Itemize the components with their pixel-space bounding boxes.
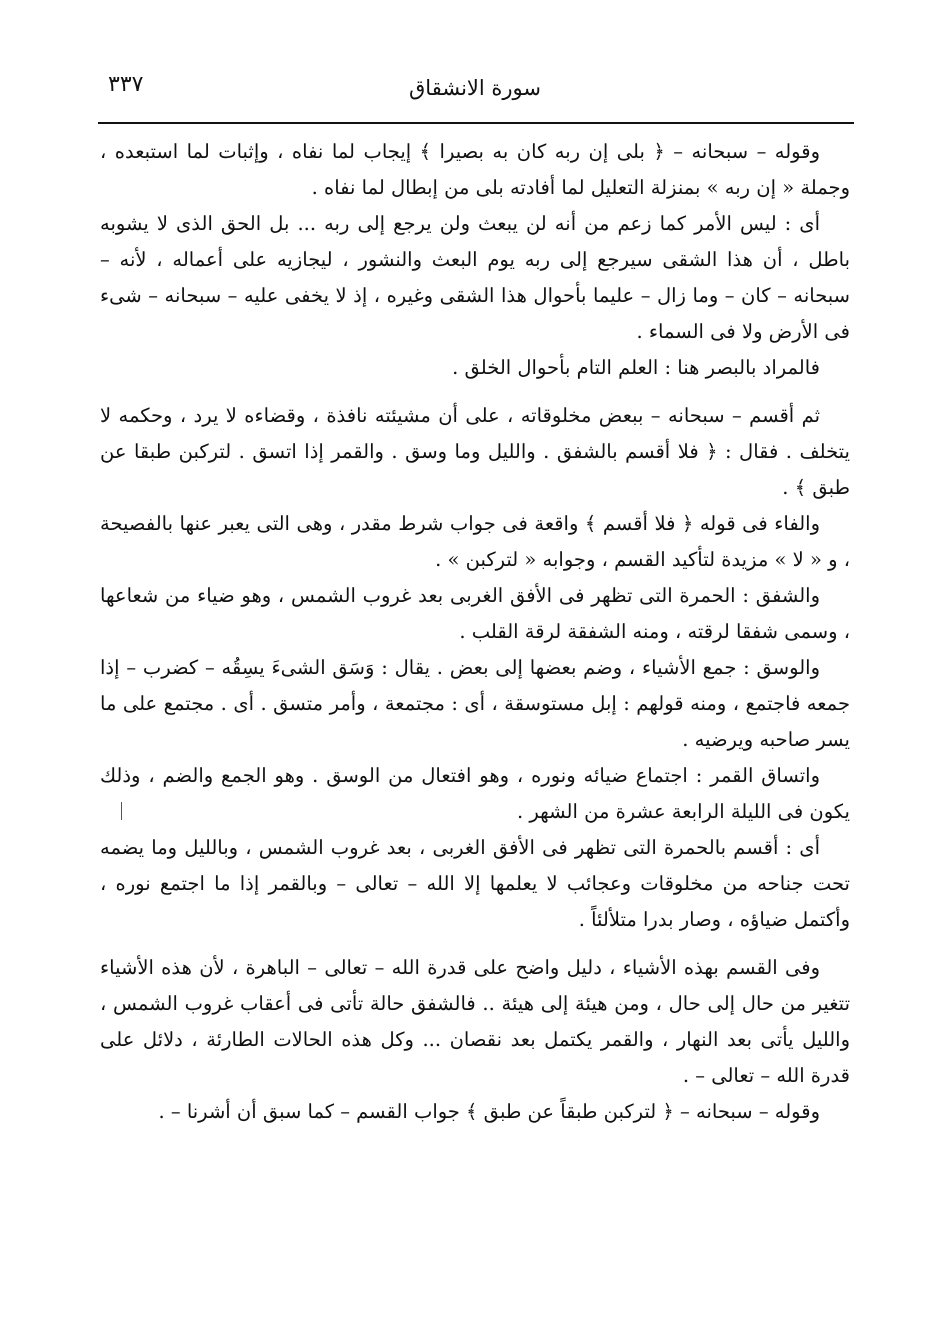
running-title: سورة الانشقاق — [409, 76, 541, 100]
paragraph: وقوله – سبحانه – ﴿ لتركبن طبقاً عن طبق ﴾ جواب القسم – كما سبق أن أشرنا – . — [158, 1100, 820, 1123]
paragraph: فالمراد بالبصر هنا : العلم التام بأحوال الخلق . — [452, 356, 820, 379]
header-rule — [98, 122, 854, 124]
paragraph: والفاء فى قوله ﴿ فلا أقسم ﴾ واقعة فى جواب شرط مقدر ، وهى التى يعبر عنها بالفصيحة ، و « لا » مزيدة لتأكيد القسم ، وجوابه « لتركبن » . — [100, 512, 850, 571]
paragraph: ثم أقسم – سبحانه – ببعض مخلوقاته ، على أن مشيئته نافذة ، وقضاءه لا يرد ، وحكمه لا يتخلف . فقال : ﴿ فلا أقسم بالشفق . والليل وما وسق . والقمر إذا اتسق . لتركبن طبقا عن طبق ﴾ . — [100, 404, 850, 499]
paragraph: وفى القسم بهذه الأشياء ، دليل واضح على قدرة الله – تعالى – الباهرة ، لأن هذه الأشياء تتغير من حال إلى حال ، ومن هيئة إلى هيئة .. فالشفق حالة تأتى فى أعقاب غروب الشمس ، والليل يأتى بعد النهار ، والقمر يكتمل بعد نقصان ... وكل هذه الحالات الطارئة ، دلائل على قدرة الله – تعالى – . — [100, 956, 850, 1087]
paragraph: أى : أقسم بالحمرة التى تظهر فى الأفق الغربى ، بعد غروب الشمس ، وبالليل وما يضمه تحت جناحه من مخلوقات وعجائب لا يعلمها إلا الله – تعالى – وبالقمر إذا ما اجتمع نوره ، وأكتمل ضياؤه ، وصار بدرا متلألئاً . — [100, 836, 850, 931]
margin-mark — [121, 802, 122, 820]
page-number: ٣٣٧ — [108, 72, 144, 97]
paragraph: أى : ليس الأمر كما زعم من أنه لن يبعث ولن يرجع إلى ربه ... بل الحق الذى لا يشوبه باطل ، أن هذا الشقى سيرجع إلى ربه يوم البعث والنشور ، ليجازيه على أعماله ، لأنه – سبحانه – كان – وما زال – عليما بأحوال هذا الشقى وغيره ، إذ لا يخفى عليه – سبحانه – شىء فى الأرض ولا فى السماء . — [100, 212, 850, 343]
page-body — [100, 134, 850, 1130]
paragraph: والوسق : جمع الأشياء ، وضم بعضها إلى بعض . يقال : وَسَق الشىءَ يسِقُه – كضرب – إذا جمعه فاجتمع ، ومنه قولهم : إبل مستوسقة ، أى : مجتمعة ، وأمر متسق . أى . مجتمع على ما يسر صاحبه ويرضيه . — [100, 656, 850, 751]
paragraph: وقوله – سبحانه – ﴿ بلى إن ربه كان به بصيرا ﴾ إيجاب لما نفاه ، وإثبات لما استبعده ، وجملة « إن ربه » بمنزلة التعليل لما أفادته بلى من إبطال لما نفاه . — [100, 140, 850, 199]
paragraph: واتساق القمر : اجتماع ضيائه ونوره ، وهو افتعال من الوسق . وهو الجمع والضم ، وذلك يكون فى الليلة الرابعة عشرة من الشهر . — [100, 764, 850, 823]
page-header — [100, 68, 850, 114]
paragraph: والشفق : الحمرة التى تظهر فى الأفق الغربى بعد غروب الشمس ، وهو ضياء من شعاعها ، وسمى شفقا لرقته ، ومنه الشفقة لرقة القلب . — [100, 584, 850, 643]
